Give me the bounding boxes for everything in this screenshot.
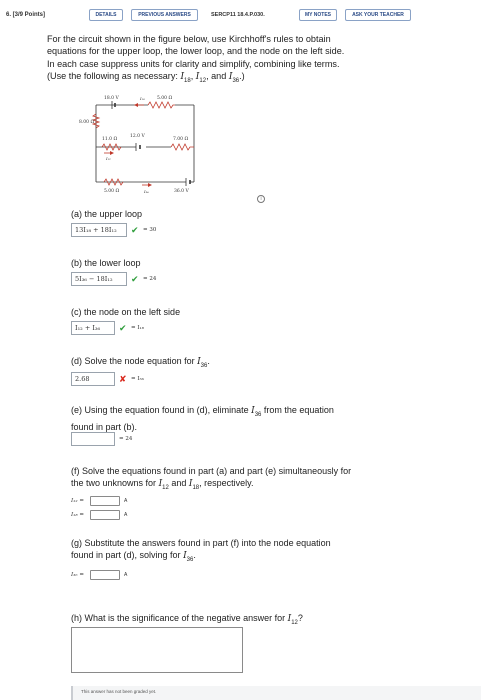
ask-teacher-button[interactable]: ASK YOUR TEACHER	[345, 9, 411, 21]
current-i36	[142, 183, 152, 194]
question-number: 6. [3/9 Points]	[6, 12, 46, 18]
part-e-answer-field[interactable]	[71, 432, 115, 446]
prompt-line: (Use the following as necessary: $I_{18}$, $I_{12}$, and $I_{36}$.)	[47, 70, 245, 84]
prompt-line: In each case suppress units for clarity and simplify, combining like terms.	[47, 58, 340, 69]
current-i18	[134, 96, 145, 107]
cross-icon: ✘	[119, 374, 127, 384]
part-d-feedback: = I₃₆	[131, 376, 144, 382]
circuit-diagram	[78, 92, 208, 202]
check-icon: ✔	[119, 323, 127, 333]
question-header	[0, 0, 481, 30]
part-g-label: (g) Substitute the answers found in part (f) into the node equation found in part (d), solving for $I_{36}$.	[71, 538, 331, 563]
part-e-feedback: = 24	[119, 436, 133, 442]
part-b-label: (b) the lower loop	[71, 258, 141, 268]
part-e-label: (e) Using the equation found in (d), eliminate $I_{36}$ from the equation found in part (b).	[71, 405, 334, 432]
battery-12v	[130, 133, 145, 151]
part-d-answer-field[interactable]: 2.68	[71, 372, 115, 386]
graded-notice: This answer has not been graded yet.	[71, 686, 481, 700]
i36-input[interactable]	[90, 570, 120, 580]
i12-input[interactable]	[90, 496, 120, 506]
i36-label: I₃₆ =	[71, 572, 84, 578]
current-i36-label: I₃₆	[144, 189, 149, 194]
battery-12v-label: 12.0 V	[130, 134, 145, 139]
question-prompt	[47, 33, 422, 87]
i18-label: I₁₈ =	[71, 512, 84, 518]
check-icon: ✔	[131, 225, 139, 235]
battery-18v-label: 18.0 V	[104, 96, 119, 101]
part-c-feedback: = I₁₈	[131, 325, 144, 331]
i12-label: I₁₂ =	[71, 498, 84, 504]
resistor-5-top-label: 5.00 Ω	[157, 96, 173, 101]
current-i12-label: I₁₂	[106, 156, 111, 161]
details-button[interactable]: DETAILS	[89, 9, 123, 21]
part-a-answer-field[interactable]: 13I₁₈ + 18I₁₂	[71, 223, 127, 237]
info-icon[interactable]: i	[257, 195, 265, 203]
resistor-5-bottom	[104, 179, 123, 194]
resistor-7-label: 7.00 Ω	[173, 137, 189, 142]
prompt-line: For the circuit shown in the figure below, use Kirchhoff's rules to obtain	[47, 34, 331, 44]
i18-unit: A	[124, 512, 128, 518]
resistor-11	[102, 136, 121, 150]
check-icon: ✔	[131, 274, 139, 284]
current-i18-label: I₁₈	[140, 96, 145, 101]
current-i12	[104, 151, 114, 161]
prompt-line: equations for the upper loop, the lower loop, and the node on the left side.	[47, 46, 345, 57]
battery-18v	[104, 95, 119, 109]
part-a-feedback: = 30	[143, 227, 157, 233]
part-b-feedback: = 24	[143, 276, 157, 282]
resistor-11-label: 11.0 Ω	[102, 137, 118, 142]
part-c-label: (c) the node on the left side	[71, 307, 181, 317]
battery-36v	[174, 178, 190, 194]
resistor-8-label: 8.00 Ω	[79, 120, 95, 125]
i36-unit: A	[124, 572, 128, 578]
part-d-label: (d) Solve the node equation for $I_{36}$.	[71, 356, 210, 369]
part-a-label: (a) the upper loop	[71, 209, 143, 219]
part-h-textarea[interactable]	[71, 627, 243, 673]
resistor-7	[171, 136, 194, 150]
i18-input[interactable]	[90, 510, 120, 520]
part-b-answer-field[interactable]: 5I₃₆ − 18I₁₂	[71, 272, 127, 286]
i12-unit: A	[124, 498, 128, 504]
resistor-5-top	[148, 95, 175, 108]
part-h-label: (h) What is the significance of the negative answer for $I_{12}$?	[71, 613, 303, 626]
previous-answers-button[interactable]: PREVIOUS ANSWERS	[131, 9, 198, 21]
resistor-5-bottom-label: 5.00 Ω	[104, 189, 120, 194]
assignment-code: SERCP11 18.4.P.030.	[211, 12, 265, 18]
part-c-answer-field[interactable]: I₁₂ + I₃₆	[71, 321, 115, 335]
battery-36v-label: 36.0 V	[174, 189, 189, 194]
my-notes-button[interactable]: MY NOTES	[299, 9, 337, 21]
part-f-label: (f) Solve the equations found in part (a) and part (e) simultaneously for the two unknowns for $I_{12}$ and $I_{18}$, respectively.	[71, 466, 352, 491]
